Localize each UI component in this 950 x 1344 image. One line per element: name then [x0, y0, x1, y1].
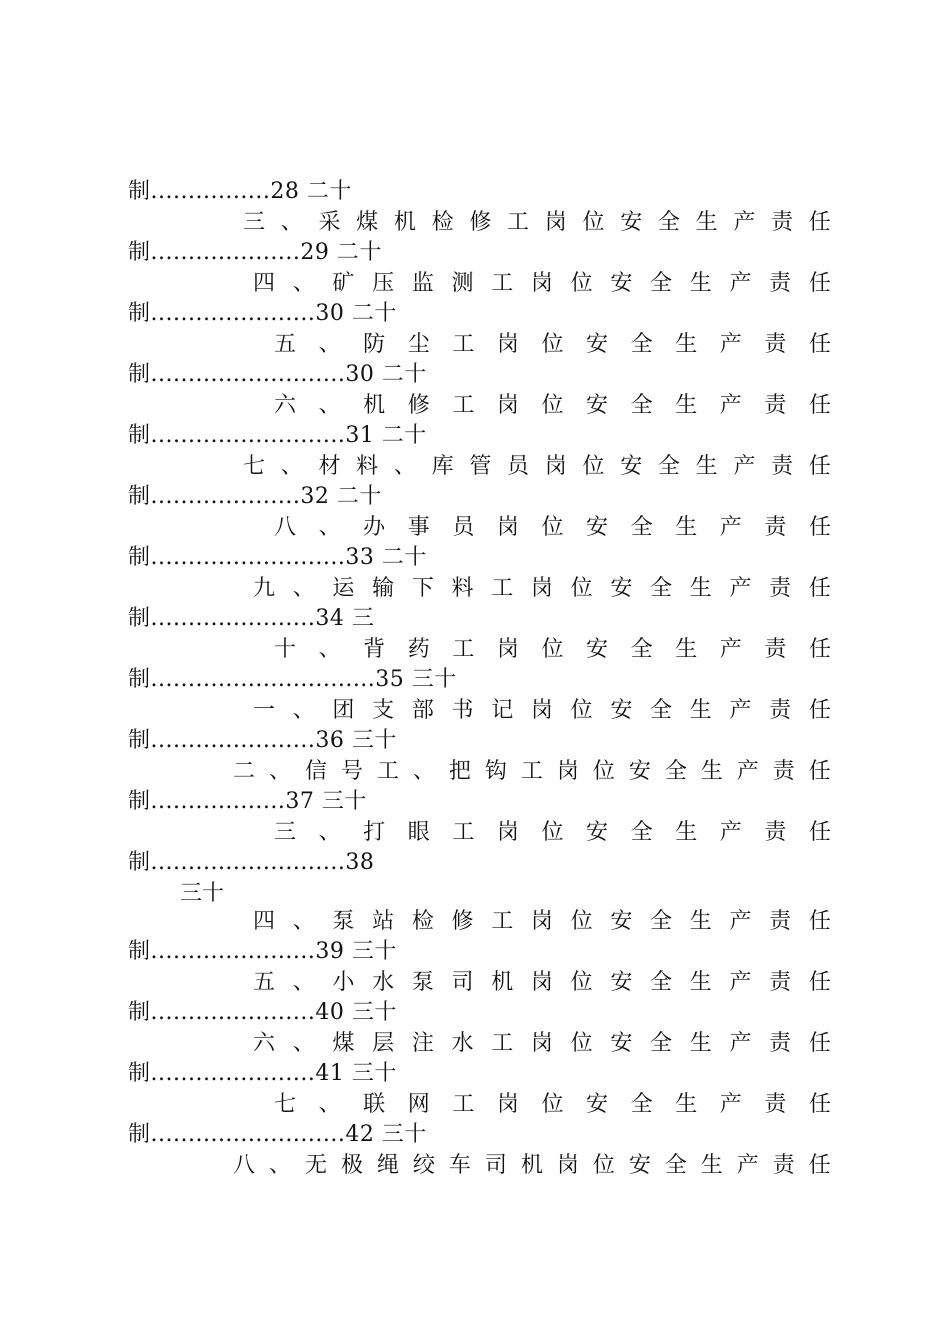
toc-title-line — [274, 818, 831, 848]
toc-title-char: 安 — [620, 210, 643, 235]
toc-leader-line: 制..........................33 二十 — [128, 545, 427, 570]
toc-title-char: 全 — [630, 515, 653, 540]
toc-title-char: 全 — [630, 332, 653, 357]
toc-title-char: 任 — [808, 576, 831, 601]
toc-title-char: 司 — [484, 1153, 507, 1178]
toc-title-char: 二 — [233, 759, 256, 784]
toc-title-char: 车 — [448, 1153, 471, 1178]
toc-title-char: 机 — [520, 1153, 543, 1178]
toc-title-char: 责 — [771, 454, 794, 479]
toc-title-char: 产 — [733, 454, 756, 479]
toc-title-char: 位 — [570, 576, 593, 601]
toc-title-char: 把 — [448, 759, 471, 784]
toc-title-char: 产 — [719, 637, 742, 662]
toc-title-char: 、 — [292, 271, 315, 296]
toc-title-char: 六 — [274, 393, 297, 418]
toc-title-char: 安 — [586, 820, 609, 845]
toc-title-char: 员 — [452, 515, 475, 540]
toc-title-char: 安 — [586, 515, 609, 540]
toc-title-char: 五 — [253, 970, 276, 995]
toc-leader-line: 制..................37 三十 — [128, 789, 367, 814]
toc-title-char: 工 — [491, 271, 514, 296]
toc-title-char: 全 — [650, 909, 673, 934]
toc-title-char: 员 — [507, 454, 530, 479]
toc-title-char: 、 — [318, 820, 341, 845]
toc-title-char: 岗 — [496, 393, 519, 418]
toc-title-char: 注 — [411, 1031, 434, 1056]
toc-title-char: 责 — [772, 759, 795, 784]
toc-title-char: 位 — [541, 393, 564, 418]
toc-title-char: 七 — [274, 1092, 297, 1117]
toc-title-char: 岗 — [530, 909, 553, 934]
toc-title-char: 任 — [808, 1031, 831, 1056]
toc-title-char: 生 — [700, 759, 723, 784]
toc-title-line — [253, 696, 831, 726]
toc-title-char: 绳 — [376, 1153, 399, 1178]
toc-title-line — [233, 1151, 831, 1181]
toc-title-char: 任 — [808, 970, 831, 995]
toc-title-char: 库 — [431, 454, 454, 479]
toc-title-char: 修 — [407, 393, 430, 418]
toc-title-char: 全 — [630, 820, 653, 845]
toc-title-char: 、 — [292, 576, 315, 601]
toc-title-char: 岗 — [530, 1031, 553, 1056]
toc-title-char: 安 — [586, 393, 609, 418]
toc-title-char: 修 — [469, 210, 492, 235]
toc-title-char: 生 — [689, 271, 712, 296]
toc-title-char: 生 — [675, 1092, 698, 1117]
toc-title-char: 岗 — [556, 1153, 579, 1178]
toc-title-char: 、 — [292, 909, 315, 934]
toc-title-char: 岗 — [496, 820, 519, 845]
toc-title-char: 机 — [491, 970, 514, 995]
toc-title-char: 工 — [520, 759, 543, 784]
toc-title-char: 任 — [808, 271, 831, 296]
toc-title-char: 记 — [491, 698, 514, 723]
toc-title-char: 责 — [772, 1153, 795, 1178]
toc-title-char: 任 — [808, 1092, 831, 1117]
toc-title-char: 十 — [274, 637, 297, 662]
toc-title-char: 输 — [372, 576, 395, 601]
toc-title-char: 泵 — [332, 909, 355, 934]
toc-title-char: 岗 — [496, 515, 519, 540]
toc-title-char: 联 — [363, 1092, 386, 1117]
toc-title-char: 眼 — [407, 820, 430, 845]
toc-title-char: 全 — [650, 576, 673, 601]
toc-title-line — [253, 269, 831, 299]
toc-title-char: 生 — [689, 1031, 712, 1056]
toc-title-char: 全 — [650, 271, 673, 296]
toc-title-char: 岗 — [556, 759, 579, 784]
toc-title-char: 无 — [304, 1153, 327, 1178]
toc-title-char: 位 — [570, 698, 593, 723]
toc-title-char: 泵 — [411, 970, 434, 995]
toc-title-char: 产 — [719, 515, 742, 540]
toc-title-char: 八 — [274, 515, 297, 540]
toc-title-char: 产 — [733, 210, 756, 235]
toc-title-char: 、 — [318, 637, 341, 662]
toc-title-char: 、 — [268, 759, 291, 784]
toc-title-char: 责 — [764, 637, 787, 662]
toc-leader-line: 制..........................30 二十 — [128, 362, 427, 387]
toc-title-char: 、 — [318, 1092, 341, 1117]
toc-title-char: 任 — [808, 454, 831, 479]
toc-title-char: 岗 — [544, 210, 567, 235]
toc-title-char: 生 — [675, 820, 698, 845]
toc-title-char: 下 — [411, 576, 434, 601]
toc-title-char: 药 — [407, 637, 430, 662]
toc-title-char: 岗 — [530, 698, 553, 723]
toc-title-char: 安 — [586, 1092, 609, 1117]
toc-title-char: 工 — [491, 576, 514, 601]
toc-title-char: 生 — [695, 210, 718, 235]
toc-leader-line: 制......................41 三十 — [128, 1061, 397, 1086]
toc-title-char: 煤 — [332, 1031, 355, 1056]
toc-title-char: 、 — [318, 393, 341, 418]
toc-title-char: 全 — [664, 759, 687, 784]
toc-leader-line: 制......................39 三十 — [128, 939, 397, 964]
toc-title-char: 六 — [253, 1031, 276, 1056]
toc-title-char: 采 — [318, 210, 341, 235]
toc-title-char: 任 — [808, 332, 831, 357]
toc-title-char: 生 — [700, 1153, 723, 1178]
toc-leader-line: 制....................29 二十 — [128, 240, 382, 265]
toc-title-char: 司 — [451, 970, 474, 995]
toc-title-char: 生 — [689, 576, 712, 601]
toc-title-char: 责 — [764, 332, 787, 357]
toc-title-char: 责 — [764, 393, 787, 418]
toc-title-char: 、 — [292, 970, 315, 995]
toc-leader-line: 制......................34 三 — [128, 606, 375, 631]
toc-title-char: 责 — [771, 210, 794, 235]
toc-title-char: 任 — [808, 637, 831, 662]
toc-title-char: 任 — [808, 698, 831, 723]
toc-title-char: 产 — [729, 698, 752, 723]
toc-title-char: 绞 — [412, 1153, 435, 1178]
toc-leader-line: 制......................30 二十 — [128, 301, 397, 326]
toc-title-char: 一 — [253, 698, 276, 723]
toc-title-line — [253, 574, 831, 604]
toc-title-char: 生 — [675, 515, 698, 540]
toc-leader-line: 制....................32 二十 — [128, 484, 382, 509]
toc-title-char: 安 — [620, 454, 643, 479]
toc-title-char: 、 — [280, 210, 303, 235]
toc-title-char: 、 — [318, 332, 341, 357]
toc-title-char: 任 — [808, 393, 831, 418]
toc-title-char: 产 — [729, 576, 752, 601]
toc-title-char: 生 — [675, 332, 698, 357]
toc-title-char: 钩 — [484, 759, 507, 784]
toc-title-char: 全 — [650, 698, 673, 723]
toc-title-char: 九 — [253, 576, 276, 601]
toc-title-char: 、 — [292, 1031, 315, 1056]
toc-title-char: 、 — [318, 515, 341, 540]
toc-title-char: 全 — [630, 637, 653, 662]
toc-title-char: 位 — [541, 515, 564, 540]
toc-title-line — [243, 208, 831, 238]
toc-wrap-line: 三十 — [180, 881, 225, 906]
toc-title-char: 材 — [318, 454, 341, 479]
toc-title-char: 全 — [657, 210, 680, 235]
toc-leader-line: 制................28 二十 — [128, 179, 352, 204]
toc-title-char: 岗 — [496, 1092, 519, 1117]
toc-title-char: 测 — [451, 271, 474, 296]
toc-title-char: 八 — [233, 1153, 256, 1178]
toc-title-char: 工 — [452, 637, 475, 662]
toc-title-char: 、 — [280, 454, 303, 479]
toc-title-char: 四 — [253, 271, 276, 296]
toc-title-char: 工 — [452, 820, 475, 845]
toc-title-char: 工 — [452, 332, 475, 357]
toc-title-char: 检 — [431, 210, 454, 235]
toc-title-char: 运 — [332, 576, 355, 601]
toc-title-char: 生 — [689, 970, 712, 995]
toc-title-char: 生 — [675, 393, 698, 418]
toc-title-char: 位 — [582, 210, 605, 235]
toc-title-char: 极 — [340, 1153, 363, 1178]
toc-leader-line: 制..............................35 三十 — [128, 667, 457, 692]
toc-title-char: 产 — [729, 271, 752, 296]
toc-title-char: 任 — [808, 210, 831, 235]
toc-title-char: 部 — [411, 698, 434, 723]
toc-title-char: 位 — [541, 1092, 564, 1117]
toc-title-char: 责 — [764, 1092, 787, 1117]
toc-title-line — [274, 513, 831, 543]
toc-title-char: 全 — [657, 454, 680, 479]
toc-title-char: 工 — [491, 1031, 514, 1056]
toc-title-char: 打 — [363, 820, 386, 845]
toc-leader-line: 制..........................31 二十 — [128, 423, 427, 448]
toc-title-char: 工 — [376, 759, 399, 784]
toc-title-char: 工 — [452, 1092, 475, 1117]
toc-title-char: 监 — [411, 271, 434, 296]
toc-title-char: 检 — [411, 909, 434, 934]
toc-title-char: 机 — [363, 393, 386, 418]
toc-title-char: 岗 — [496, 332, 519, 357]
toc-title-char: 位 — [592, 1153, 615, 1178]
toc-title-char: 位 — [582, 454, 605, 479]
toc-title-char: 安 — [610, 271, 633, 296]
toc-title-char: 产 — [719, 820, 742, 845]
toc-title-char: 水 — [451, 1031, 474, 1056]
toc-title-char: 背 — [363, 637, 386, 662]
toc-title-char: 料 — [356, 454, 379, 479]
toc-leader-line: 制..........................38 — [128, 850, 375, 875]
toc-title-char: 责 — [764, 515, 787, 540]
toc-title-char: 安 — [610, 970, 633, 995]
toc-title-char: 办 — [363, 515, 386, 540]
toc-title-char: 安 — [610, 698, 633, 723]
toc-title-char: 生 — [689, 698, 712, 723]
toc-title-char: 安 — [628, 759, 651, 784]
toc-title-char: 工 — [507, 210, 530, 235]
toc-title-char: 责 — [764, 820, 787, 845]
toc-title-char: 产 — [719, 332, 742, 357]
toc-title-char: 任 — [808, 759, 831, 784]
toc-title-char: 责 — [769, 970, 792, 995]
toc-title-char: 小 — [332, 970, 355, 995]
toc-title-char: 煤 — [356, 210, 379, 235]
toc-title-char: 防 — [363, 332, 386, 357]
toc-title-char: 五 — [274, 332, 297, 357]
toc-title-char: 产 — [729, 909, 752, 934]
toc-title-char: 矿 — [332, 271, 355, 296]
toc-title-line — [253, 907, 831, 937]
toc-title-char: 压 — [372, 271, 395, 296]
toc-title-char: 责 — [769, 271, 792, 296]
toc-title-char: 工 — [491, 909, 514, 934]
toc-title-char: 书 — [451, 698, 474, 723]
toc-title-char: 责 — [769, 576, 792, 601]
toc-title-char: 任 — [808, 515, 831, 540]
toc-title-char: 产 — [729, 1031, 752, 1056]
toc-title-char: 三 — [274, 820, 297, 845]
toc-title-line — [253, 968, 831, 998]
toc-title-char: 安 — [586, 332, 609, 357]
toc-title-line — [274, 330, 831, 360]
toc-title-char: 安 — [586, 637, 609, 662]
toc-title-char: 岗 — [544, 454, 567, 479]
toc-title-line — [274, 391, 831, 421]
toc-title-char: 四 — [253, 909, 276, 934]
toc-title-char: 任 — [808, 909, 831, 934]
toc-title-char: 生 — [689, 909, 712, 934]
toc-title-line — [274, 1090, 831, 1120]
toc-title-char: 岗 — [530, 970, 553, 995]
toc-title-char: 全 — [630, 1092, 653, 1117]
toc-title-char: 管 — [469, 454, 492, 479]
toc-title-char: 尘 — [407, 332, 430, 357]
toc-title-char: 位 — [592, 759, 615, 784]
toc-title-line — [274, 635, 831, 665]
toc-title-char: 位 — [541, 637, 564, 662]
toc-title-char: 号 — [340, 759, 363, 784]
toc-title-char: 安 — [628, 1153, 651, 1178]
toc-title-char: 七 — [243, 454, 266, 479]
toc-title-char: 团 — [332, 698, 355, 723]
toc-title-char: 产 — [736, 1153, 759, 1178]
toc-title-char: 岗 — [530, 576, 553, 601]
toc-title-char: 产 — [736, 759, 759, 784]
toc-title-char: 站 — [372, 909, 395, 934]
toc-leader-line: 制......................40 三十 — [128, 1000, 397, 1025]
toc-title-char: 岗 — [530, 271, 553, 296]
toc-title-char: 产 — [719, 393, 742, 418]
toc-title-char: 料 — [451, 576, 474, 601]
toc-title-char: 全 — [630, 393, 653, 418]
toc-title-char: 、 — [268, 1153, 291, 1178]
toc-title-char: 位 — [541, 332, 564, 357]
toc-title-char: 修 — [451, 909, 474, 934]
toc-title-char: 位 — [570, 909, 593, 934]
toc-title-line — [233, 757, 831, 787]
toc-title-char: 生 — [695, 454, 718, 479]
toc-title-char: 全 — [650, 970, 673, 995]
toc-title-char: 任 — [808, 1153, 831, 1178]
toc-title-char: 、 — [412, 759, 435, 784]
toc-title-char: 安 — [610, 909, 633, 934]
toc-title-char: 层 — [372, 1031, 395, 1056]
toc-title-char: 工 — [452, 393, 475, 418]
toc-title-char: 生 — [675, 637, 698, 662]
toc-leader-line: 制..........................42 三十 — [128, 1122, 427, 1147]
toc-title-char: 产 — [729, 970, 752, 995]
toc-title-char: 信 — [304, 759, 327, 784]
toc-title-char: 岗 — [496, 637, 519, 662]
toc-title-char: 责 — [769, 909, 792, 934]
toc-title-char: 产 — [719, 1092, 742, 1117]
toc-title-line — [243, 452, 831, 482]
toc-title-char: 、 — [393, 454, 416, 479]
toc-title-char: 位 — [541, 820, 564, 845]
toc-title-char: 水 — [372, 970, 395, 995]
toc-title-char: 全 — [664, 1153, 687, 1178]
toc-title-char: 全 — [650, 1031, 673, 1056]
toc-title-char: 、 — [292, 698, 315, 723]
toc-title-char: 任 — [808, 820, 831, 845]
toc-title-char: 责 — [769, 1031, 792, 1056]
toc-title-char: 责 — [769, 698, 792, 723]
toc-title-char: 位 — [570, 271, 593, 296]
toc-title-char: 安 — [610, 576, 633, 601]
toc-title-char: 事 — [407, 515, 430, 540]
toc-title-char: 支 — [372, 698, 395, 723]
toc-title-char: 网 — [407, 1092, 430, 1117]
toc-title-char: 安 — [610, 1031, 633, 1056]
toc-title-line — [253, 1029, 831, 1059]
toc-title-char: 位 — [570, 1031, 593, 1056]
toc-title-char: 机 — [393, 210, 416, 235]
toc-title-char: 三 — [243, 210, 266, 235]
toc-title-char: 位 — [570, 970, 593, 995]
toc-leader-line: 制......................36 三十 — [128, 728, 397, 753]
